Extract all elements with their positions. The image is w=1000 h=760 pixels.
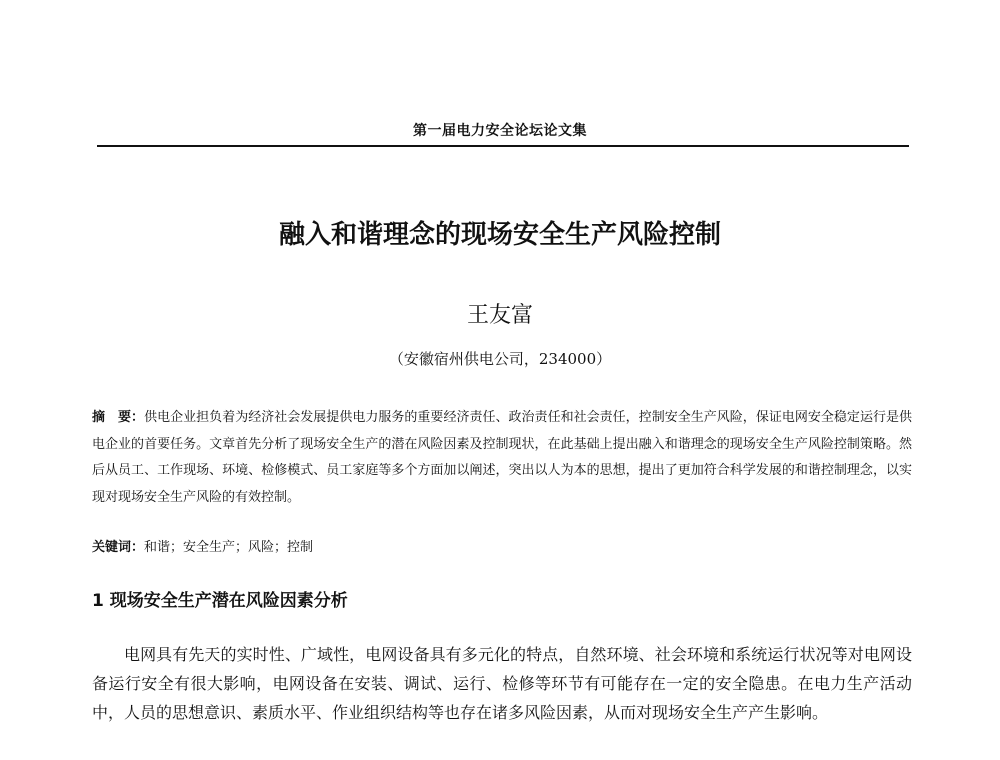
abstract-text: 供电企业担负着为经济社会发展提供电力服务的重要经济责任、政治责任和社会责任，控制安全生产风险，保证电网安全稳定运行是供电企业的首要任务。文章首先分析了现场安全生产的潜在风险因素及控制现状，在此基础上提出融入和谐理念的现场安全生产风险控制策略。然后从员工、工作现场、环境、检修模式、员工家庭等多个方面加以阐述，突出以人为本的思想，提出了更加符合科学发展的和谐控制理念，以实现对现场安全生产风险的有效控制。 bbox=[92, 410, 912, 505]
abstract-label: 摘 要： bbox=[92, 410, 145, 425]
abstract bbox=[92, 405, 912, 511]
author-name: 王友富 bbox=[466, 303, 533, 328]
keywords bbox=[92, 538, 912, 558]
body-paragraph: 电网具有先天的实时性、广域性，电网设备具有多元化的特点，自然环境、社会环境和系统运行状况等对电网设备运行安全有很大影响，电网设备在安装、调试、运行、检修等环节有可能存在一定的安全隐患。在电力生产活动中，人员的思想意识、素质水平、作业组织结构等也存在诸多风险因素，从而对现场安全生产产生影响。 bbox=[92, 645, 912, 722]
header-rule bbox=[97, 145, 909, 147]
keywords-label: 关键词： bbox=[92, 540, 145, 555]
section-heading: 1 现场安全生产潜在风险因素分析 bbox=[92, 591, 348, 611]
running-header: 第一届电力安全论坛论文集 bbox=[413, 123, 587, 139]
author-affiliation: （安徽宿州供电公司，234000） bbox=[388, 350, 612, 368]
keywords-text: 和谐；安全生产；风险；控制 bbox=[144, 540, 314, 555]
paper-title: 融入和谐理念的现场安全生产风险控制 bbox=[278, 220, 721, 250]
